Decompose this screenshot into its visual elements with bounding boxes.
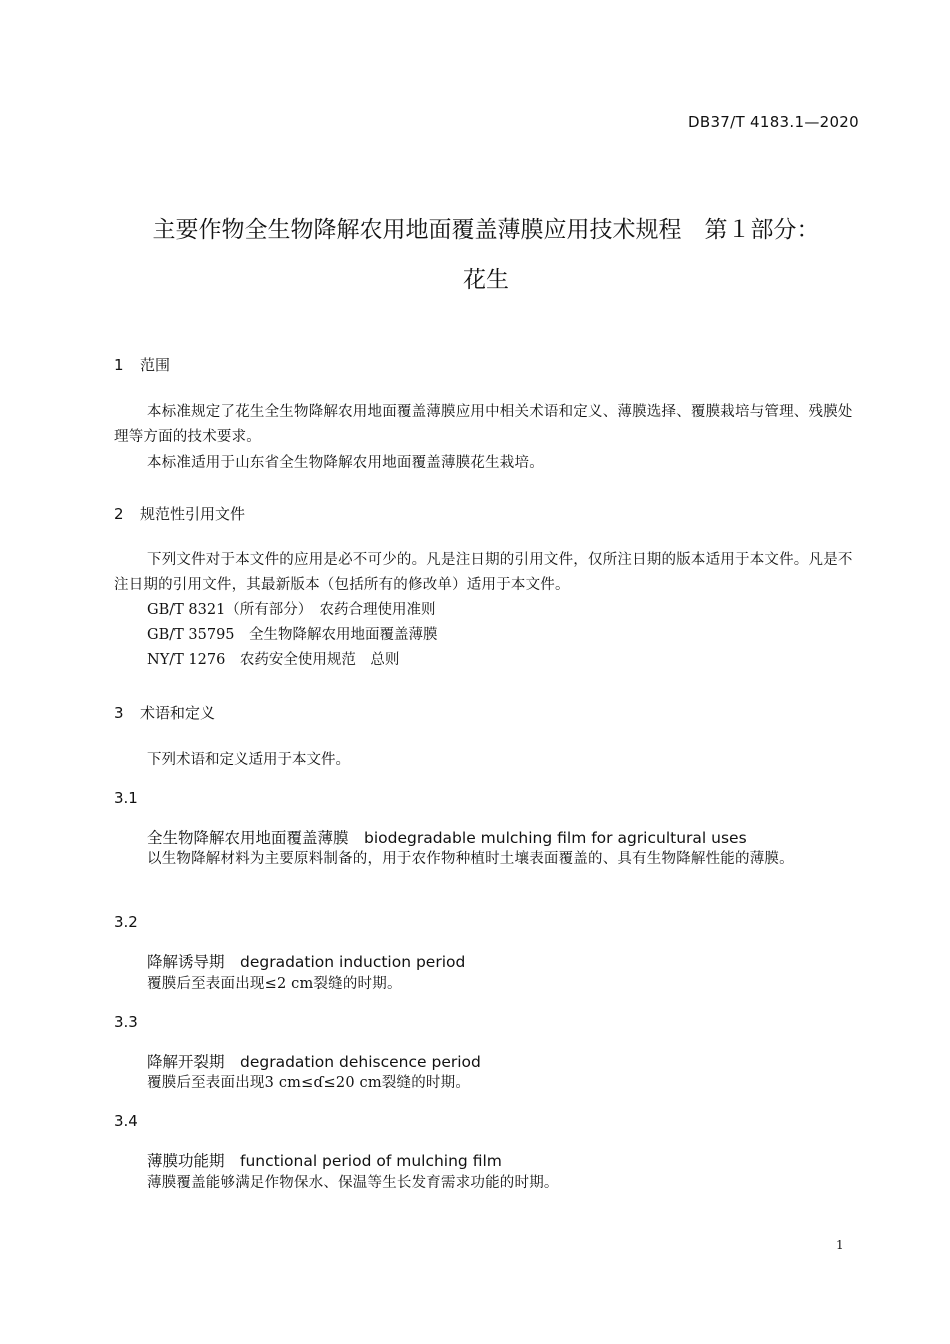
section-title: 范围 <box>140 356 171 374</box>
term-definition: 覆膜后至表面出现≤2 cm裂缝的时期。 <box>147 976 402 992</box>
section-number: 2 <box>114 505 124 523</box>
term-heading: 降解诱导期 degradation induction period <box>147 953 466 971</box>
clause-number: 3.4 <box>114 1112 138 1130</box>
section-number: 1 <box>114 356 124 374</box>
term-definition: 覆膜后至表面出现3 cm≤ɗ≤20 cm裂缝的时期。 <box>147 1075 471 1091</box>
clause-number: 3.1 <box>114 789 138 807</box>
section-1-heading <box>114 354 170 375</box>
page-number: 1 <box>836 1238 844 1252</box>
section-title: 术语和定义 <box>140 704 216 722</box>
standard-code: DB37/T 4183.1—2020 <box>688 113 859 131</box>
term-definition: 以生物降解材料为主要原料制备的，用于农作物种植时土壤表面覆盖的、具有生物降解性能的薄膜。 <box>147 851 794 867</box>
clause-number: 3.2 <box>114 913 138 931</box>
section-1-paragraph-2: 本标准适用于山东省全生物降解农用地面覆盖薄膜花生栽培。 <box>147 455 544 471</box>
term-heading: 薄膜功能期 functional period of mulching film <box>147 1152 502 1170</box>
term-heading: 全生物降解农用地面覆盖薄膜 biodegradable mulching film for agricultural uses <box>147 829 747 847</box>
reference-item: GB/T 35795 全生物降解农用地面覆盖薄膜 <box>147 627 438 643</box>
section-1-paragraph-1: 本标准规定了花生全生物降解农用地面覆盖薄膜应用中相关术语和定义、薄膜选择、覆膜栽培与管理、残膜处理等方面的技术要求。 <box>114 404 853 445</box>
section-2-paragraph-1: 下列文件对于本文件的应用是必不可少的。凡是注日期的引用文件，仅所注日期的版本适用于本文件。凡是不注日期的引用文件，其最新版本（包括所有的修改单）适用于本文件。 <box>114 552 853 593</box>
document-title <box>100 205 872 305</box>
section-number: 3 <box>114 704 124 722</box>
term-definition: 薄膜覆盖能够满足作物保水、保温等生长发育需求功能的时期。 <box>147 1175 559 1191</box>
title-line-2: 花生 <box>463 267 509 293</box>
section-2-heading <box>114 503 245 524</box>
term-heading: 降解开裂期 degradation dehiscence period <box>147 1053 481 1071</box>
reference-item: NY/T 1276 农药安全使用规范 总则 <box>147 652 400 668</box>
section-3-intro: 下列术语和定义适用于本文件。 <box>147 752 350 768</box>
clause-number: 3.3 <box>114 1013 138 1031</box>
reference-item: GB/T 8321（所有部分） 农药合理使用准则 <box>147 602 436 618</box>
section-title: 规范性引用文件 <box>140 505 246 523</box>
section-3-heading <box>114 702 215 723</box>
title-line-1: 主要作物全生物降解农用地面覆盖薄膜应用技术规程 第１部分： <box>152 217 820 243</box>
